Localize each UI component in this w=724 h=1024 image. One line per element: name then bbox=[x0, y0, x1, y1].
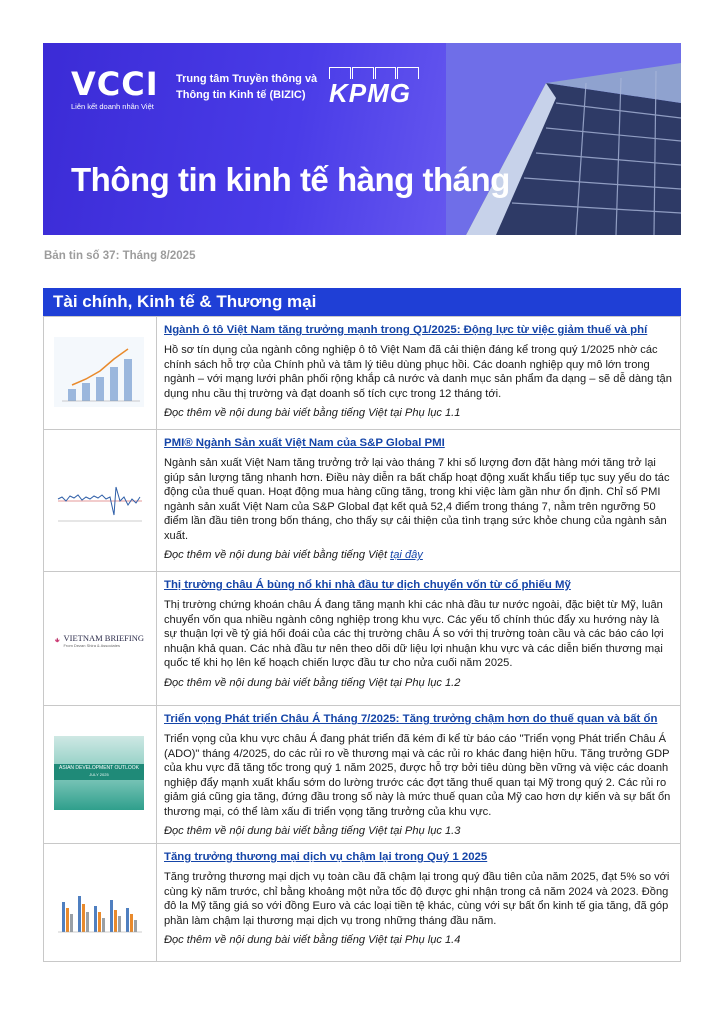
article-content bbox=[164, 578, 674, 690]
read-more: Đọc thêm về nội dung bài viết bằng tiếng Việt tại Phụ lục 1.1 bbox=[164, 407, 461, 419]
article-row bbox=[44, 571, 680, 706]
kpmg-logo-text: KPMG bbox=[329, 78, 411, 108]
read-more-link[interactable]: tại đây bbox=[390, 549, 423, 561]
building-image bbox=[446, 43, 681, 235]
article-body: Hồ sơ tín dụng của ngành công nghiệp ô tô Việt Nam đã cải thiện đáng kể trong quý 1/2025 nhờ các chính sách hỗ trợ của Chính phủ và tâm lý tiêu dùng phục hồi. Các doanh nghiệp quy mô lớn trong ngành – với mạng lưới phân phối rộng khắp cả nước và danh mục sản phẩm đa dạng – sẽ dễ dàng tận dụng nhu cầu thị trường và đạt doanh số tích cực trong 12 tháng tới. bbox=[164, 344, 672, 400]
vietnam-briefing-name: VIETNAM BRIEFING bbox=[63, 632, 144, 643]
kpmg-logo bbox=[329, 67, 419, 107]
article-thumbnail bbox=[44, 430, 157, 572]
banner-title: Thông tin kinh tế hàng tháng bbox=[71, 161, 510, 198]
articles-table bbox=[43, 316, 681, 962]
article-thumbnail bbox=[44, 317, 157, 429]
lotus-icon bbox=[54, 633, 60, 647]
article-content bbox=[164, 323, 674, 420]
vcci-logo-text: VCCI bbox=[71, 65, 159, 103]
article-content bbox=[164, 850, 674, 947]
article-thumbnail bbox=[44, 706, 157, 844]
article-row bbox=[44, 429, 680, 572]
article-content bbox=[164, 436, 674, 562]
ado-cover-thumbnail bbox=[54, 736, 144, 810]
article-title-link[interactable]: Ngành ô tô Việt Nam tăng trưởng mạnh trong Q1/2025: Động lực từ việc giảm thuế và phí bbox=[164, 324, 648, 336]
vietnam-briefing-sub: From Dezan Shira & Associates bbox=[63, 642, 120, 648]
article-body: Triển vọng của khu vực châu Á đang phát triển đã kém đi kể từ báo cáo "Triển vọng Phát triển Châu Á (ADO)" tháng 4/2025, do các rủi ro về thương mại và các rủi ro khác đang hiện hữu. Tăng trưởng GDP của khu vực đã tăng tốc trong quý 1 năm 2025, được hỗ trợ bởi tiêu dùng bền vững và việc các doanh nghiệp đẩy mạnh xuất khẩu sớm do lường trước các đợt tăng thuế quan tại Mỹ trong quý 2. Các rủi ro giảm giá cũng gia tăng, đứng đầu trong số này là mức thuế quan của Mỹ cao hơn dự kiến và sự bất ổn thương mại, có thể làm xấu đi triển vọng tăng trưởng của khu vực. bbox=[164, 733, 671, 818]
vcci-logo bbox=[71, 67, 159, 111]
ado-cover-band bbox=[54, 764, 144, 780]
article-title-link[interactable]: Tăng trưởng thương mại dịch vụ chậm lại trong Quý 1 2025 bbox=[164, 851, 488, 863]
article-title-link[interactable]: Thị trường châu Á bùng nổ khi nhà đầu tư dịch chuyển vốn từ cổ phiếu Mỹ bbox=[164, 579, 571, 591]
article-row bbox=[44, 317, 680, 429]
read-more-text: Đọc thêm về nội dung bài viết bằng tiếng Việt bbox=[164, 549, 391, 561]
bar-chart-thumbnail bbox=[54, 337, 144, 407]
read-more bbox=[164, 548, 674, 562]
article-row bbox=[44, 705, 680, 844]
vietnam-briefing-logo bbox=[54, 628, 144, 652]
article-title-link[interactable]: PMI® Ngành Sản xuất Việt Nam của S&P Global PMI bbox=[164, 437, 445, 449]
vcci-tagline: Liên kết doanh nhân Việt bbox=[71, 102, 154, 111]
read-more: Đọc thêm về nội dung bài viết bằng tiếng Việt tại Phụ lục 1.3 bbox=[164, 825, 461, 837]
article-thumbnail bbox=[44, 572, 157, 706]
column-chart-thumbnail bbox=[54, 872, 144, 942]
bizic-line-1: Trung tâm Truyền thông và bbox=[176, 73, 318, 85]
bizic-label bbox=[176, 71, 317, 103]
article-row bbox=[44, 843, 680, 962]
read-more: Đọc thêm về nội dung bài viết bằng tiếng Việt tại Phụ lục 1.2 bbox=[164, 676, 461, 689]
ado-cover-title: ASIAN DEVELOPMENT OUTLOOK bbox=[59, 765, 139, 771]
read-more: Đọc thêm về nội dung bài viết bằng tiếng Việt tại Phụ lục 1.4 bbox=[164, 934, 461, 946]
article-body: Thị trường chứng khoán châu Á đang tăng mạnh khi các nhà đầu tư nước ngoài, đặc biệt từ Mỹ, luân chuyển vốn qua nhiều ngành công nghiệp trong khu vực. Các yếu tố chính thúc đẩy xu hướng này là sự thuận lợi về tỷ giá hối đoái của các thị trường châu Á so với thị trường toàn cầu và các báo cáo lợi nhuận khả quan. Các nhà đầu tư nên theo dõi dữ liệu lợi nhuận khu vực và các diễn biến thương mại quốc tế khi họ lên kế hoạch chiến lược đầu tư cho nửa cuối năm 2025. bbox=[164, 599, 664, 669]
header-banner bbox=[43, 43, 681, 235]
issue-line: Bản tin số 37: Tháng 8/2025 bbox=[44, 250, 196, 262]
line-chart-thumbnail bbox=[54, 475, 144, 525]
article-title-link[interactable]: Triển vọng Phát triển Châu Á Tháng 7/2025: Tăng trưởng chậm hơn do thuế quan và bất ổn bbox=[164, 713, 658, 725]
ado-cover-date: JULY 2025 bbox=[89, 772, 109, 777]
article-thumbnail bbox=[44, 844, 157, 962]
article-body: Ngành sản xuất Việt Nam tăng trưởng trở lại vào tháng 7 khi số lượng đơn đặt hàng mới tăng trở lại giúp sản lượng tăng nhanh hơn. Điều này diễn ra bất chấp hoạt động xuất khẩu tiếp tục suy yếu do tác động của thuế quan. Hoạt động mua hàng cũng tăng, trong khi việc làm gần như ổn định. Chỉ số PMI ngành sản xuất Việt Nam của S&P Global đạt kết quả 52,4 điểm trong tháng 7, nằm trên ngưỡng 50 điểm lần đầu tiên trong bốn tháng, cho thấy sự cải thiện của tình trạng sức khỏe chung của ngành sản xuất. bbox=[164, 457, 670, 542]
section-title: Tài chính, Kinh tế & Thương mại bbox=[43, 288, 681, 316]
vietnam-briefing-text-group bbox=[63, 633, 144, 648]
article-body: Tăng trưởng thương mại dịch vụ toàn cầu đã chậm lại trong quý đầu tiên của năm 2025, đạt 5% so với cùng kỳ năm trước, chỉ bằng khoảng một nửa tốc độ được ghi nhận trong cả năm 2024 và 2023. Đồng đô la Mỹ tăng giá so với đồng Euro và các loại tiền tệ khác, cùng với sự bất ổn kinh tế gia tăng, đã góp phần làm chậm lại thương mại dịch vụ trong những tháng đầu năm. bbox=[164, 871, 670, 927]
article-content bbox=[164, 712, 674, 838]
bizic-line-2: Thông tin Kinh tế (BIZIC) bbox=[176, 89, 306, 101]
